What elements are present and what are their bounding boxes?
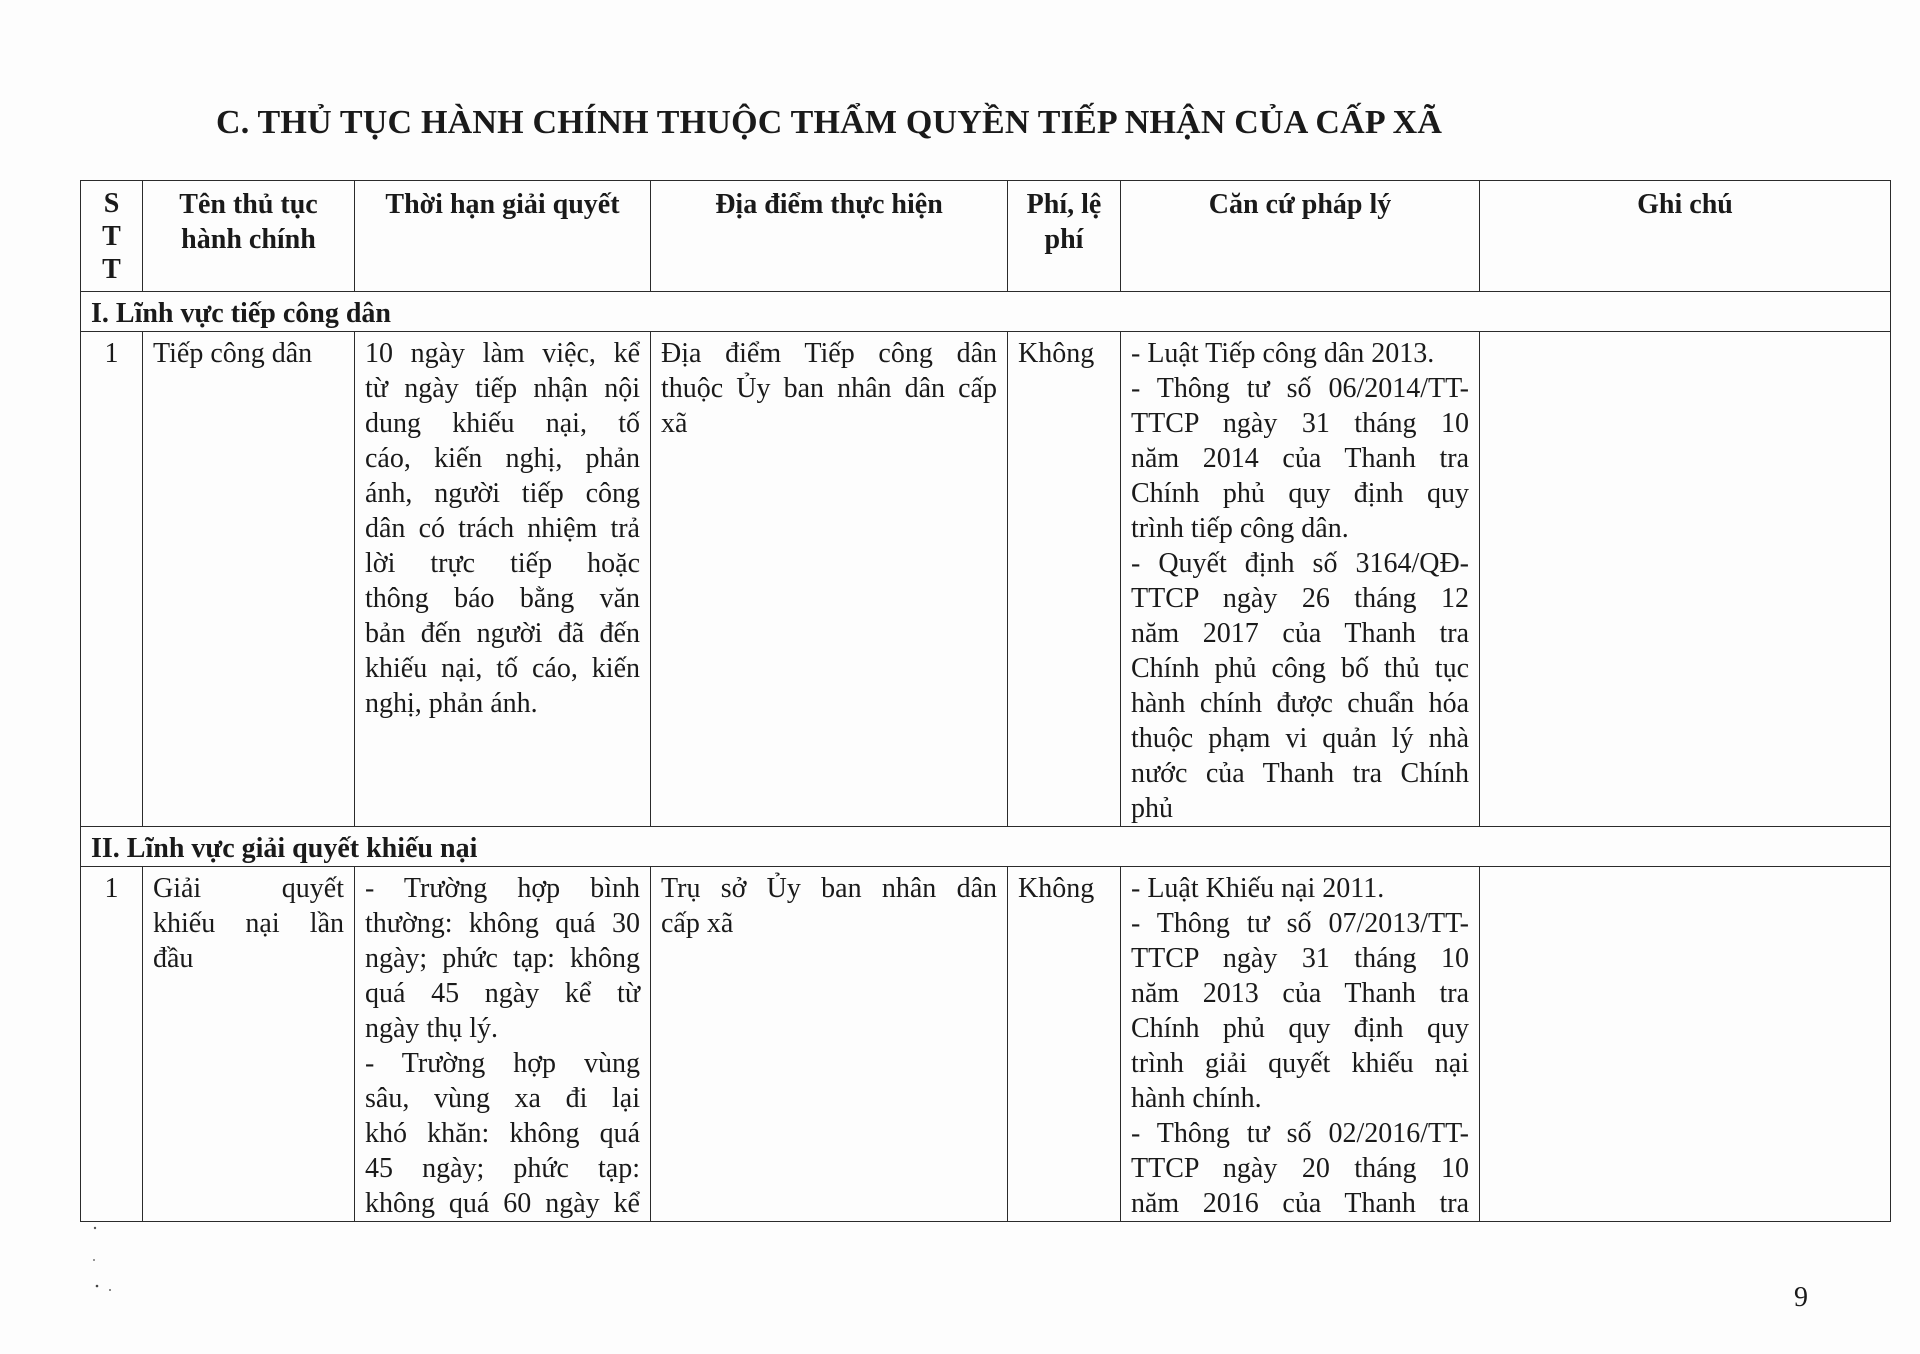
header-duration: Thời hạn giải quyết — [355, 181, 651, 292]
text-line: Chính phủ quy định quy — [1131, 478, 1469, 509]
cell-stt: 1 — [81, 332, 143, 827]
section-row — [81, 827, 1891, 867]
cell-place — [651, 867, 1008, 1222]
text-line: ngày thụ lý. — [365, 1013, 498, 1044]
text-line: trình tiếp công dân. — [1131, 513, 1349, 544]
text-line: thuộc Ủy ban nhân dân cấp — [661, 373, 997, 404]
text-line: khiếu nại lần — [153, 908, 344, 939]
text-line: năm 2017 của Thanh tra — [1131, 618, 1469, 649]
text-line: - Luật Khiếu nại 2011. — [1131, 873, 1385, 904]
text-line: - Trường hợp vùng — [365, 1048, 640, 1079]
text-line: Tiếp công dân — [153, 338, 313, 369]
text-line: lời trực tiếp hoặc — [365, 548, 640, 579]
text-line: - Thông tư số 07/2013/TT- — [1131, 908, 1469, 939]
page-number: 9 — [1794, 1282, 1808, 1313]
cell-duration — [355, 867, 651, 1222]
text-line: TTCP ngày 20 tháng 10 — [1131, 1153, 1469, 1184]
cell-procedure-name — [143, 332, 355, 827]
text-line: Địa điểm Tiếp công dân — [661, 338, 997, 369]
cell-procedure-name — [143, 867, 355, 1222]
header-procedure-name-line: hành chính — [181, 224, 316, 255]
text-line: hành chính. — [1131, 1083, 1262, 1114]
cell-place — [651, 332, 1008, 827]
document-title: C. THỦ TỤC HÀNH CHÍNH THUỘC THẨM QUYỀN TIẾP NHẬN CỦA CẤP XÃ — [216, 104, 1443, 141]
text-line: - Trường hợp bình — [365, 873, 640, 904]
cell-notes — [1480, 867, 1891, 1222]
text-line: nghị, phản ánh. — [365, 688, 538, 719]
header-place: Địa điểm thực hiện — [651, 181, 1008, 292]
text-line: Chính phủ quy định quy — [1131, 1013, 1469, 1044]
text-line: thông báo bằng văn — [365, 583, 640, 614]
text-line: hành chính được chuẩn hóa — [1131, 688, 1469, 719]
procedures-table — [80, 180, 1891, 1222]
cell-notes — [1480, 332, 1891, 827]
text-line: khiếu nại, tố cáo, kiến — [365, 653, 640, 684]
text-line: ánh, người tiếp công — [365, 478, 640, 509]
text-line: TTCP ngày 31 tháng 10 — [1131, 408, 1469, 439]
header-procedure-name — [143, 181, 355, 292]
text-line: bản đến người đã đến — [365, 618, 640, 649]
header-legal-basis: Căn cứ pháp lý — [1121, 181, 1480, 292]
text-line: Trụ sở Ủy ban nhân dân — [661, 873, 997, 904]
header-stt-line: S — [103, 188, 120, 219]
cell-legal-basis — [1121, 867, 1480, 1222]
text-line: trình giải quyết khiếu nại — [1131, 1048, 1469, 1079]
text-line: Chính phủ công bố thủ tục — [1131, 653, 1469, 684]
text-line: - Thông tư số 02/2016/TT- — [1131, 1118, 1469, 1149]
text-line: quá 45 ngày kể từ — [365, 978, 640, 1009]
text-line: từ ngày tiếp nhận nội — [365, 373, 640, 404]
scan-specks — [92, 1222, 122, 1322]
section-title: I. Lĩnh vực tiếp công dân — [81, 292, 1891, 332]
header-stt — [81, 181, 143, 292]
cell-duration — [355, 332, 651, 827]
text-line: năm 2013 của Thanh tra — [1131, 978, 1469, 1009]
header-stt-line: T — [102, 254, 121, 285]
section-row — [81, 292, 1891, 332]
table-header-row — [81, 181, 1891, 292]
header-procedure-name-line: Tên thủ tục — [179, 189, 318, 220]
text-line: - Quyết định số 3164/QĐ- — [1131, 548, 1469, 579]
text-line: nước của Thanh tra Chính — [1131, 758, 1469, 789]
text-line: dung khiếu nại, tố — [365, 408, 640, 439]
cell-stt: 1 — [81, 867, 143, 1222]
text-line: cấp xã — [661, 908, 734, 939]
text-line: sâu, vùng xa đi lại — [365, 1083, 640, 1114]
header-fee — [1008, 181, 1121, 292]
header-fee-line: phí — [1044, 224, 1084, 255]
text-line: 45 ngày; phức tạp: — [365, 1153, 640, 1184]
text-line: năm 2014 của Thanh tra — [1131, 443, 1469, 474]
text-line: thường: không quá 30 — [365, 908, 640, 939]
header-fee-line: Phí, lệ — [1026, 189, 1102, 220]
text-line: cáo, kiến nghị, phản — [365, 443, 640, 474]
text-line: xã — [661, 408, 688, 439]
table-row — [81, 867, 1891, 1222]
header-stt-line: T — [102, 221, 121, 252]
table-row — [81, 332, 1891, 827]
text-line: đầu — [153, 943, 194, 974]
text-line: phủ — [1131, 793, 1173, 824]
cell-legal-basis — [1121, 332, 1480, 827]
text-line: ngày; phức tạp: không — [365, 943, 640, 974]
text-line: không quá 60 ngày kể — [365, 1188, 640, 1219]
text-line: khó khăn: không quá — [365, 1118, 640, 1149]
text-line: Giải quyết — [153, 873, 344, 904]
text-line: dân có trách nhiệm trả — [365, 513, 640, 544]
section-title: II. Lĩnh vực giải quyết khiếu nại — [81, 827, 1891, 867]
text-line: - Thông tư số 06/2014/TT- — [1131, 373, 1469, 404]
header-notes: Ghi chú — [1480, 181, 1891, 292]
cell-fee: Không — [1008, 867, 1121, 1222]
cell-fee: Không — [1008, 332, 1121, 827]
text-line: năm 2016 của Thanh tra — [1131, 1188, 1469, 1219]
text-line: TTCP ngày 26 tháng 12 — [1131, 583, 1469, 614]
text-line: thuộc phạm vi quản lý nhà — [1131, 723, 1469, 754]
text-line: 10 ngày làm việc, kể — [365, 338, 640, 369]
text-line: TTCP ngày 31 tháng 10 — [1131, 943, 1469, 974]
text-line: - Luật Tiếp công dân 2013. — [1131, 338, 1435, 369]
